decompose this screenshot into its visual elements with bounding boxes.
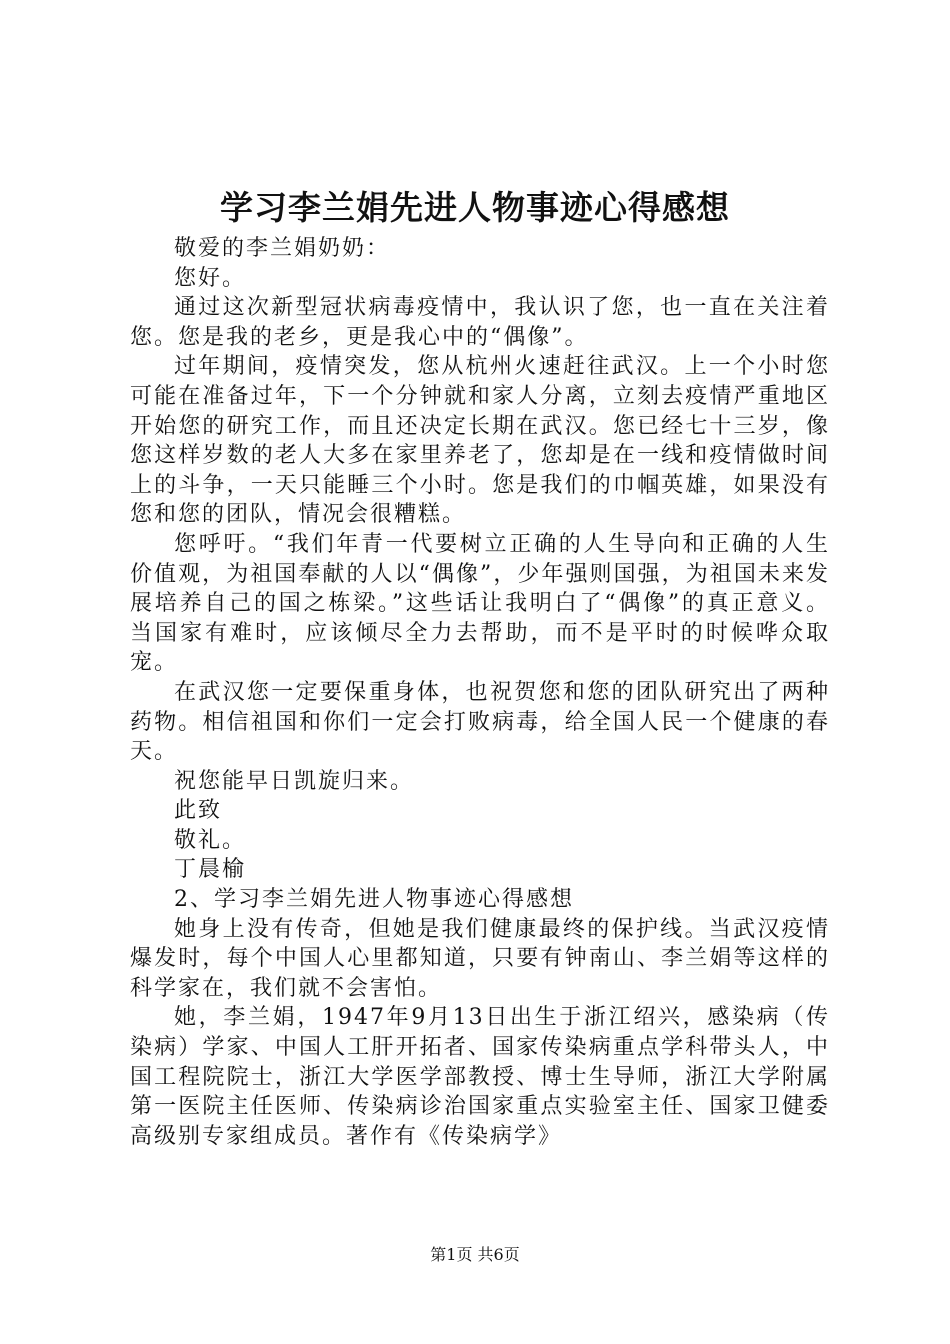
document-body (130, 234, 830, 1151)
greeting: 您好。 (174, 265, 247, 291)
page-number: 第1页 共6页 (430, 1245, 520, 1264)
body-paragraph: 她身上没有传奇，但她是我们健康最终的保护线。当武汉疫情爆发时，每个中国人心里都知道，只要有钟南山、李兰娟等这样的科学家在，我们就不会害怕。 (130, 916, 830, 1001)
body-paragraph: 过年期间，疫情突发，您从杭州火速赶往武汉。上一个小时您可能在准备过年，下一个分钟就和家人分离，立刻去疫情严重地区开始您的研究工作，而且还决定长期在武汉。您已经七十三岁，像您这样岁数的老人大多在家里养老了，您却是在一线和疫情做时间上的斗争，一天只能睡三个小时。您是我们的巾帼英雄，如果没有您和您的团队，情况会很糟糕。 (130, 354, 830, 528)
body-paragraph: 您呼吁。“我们年青一代要树立正确的人生导向和正确的人生价值观，为祖国奉献的人以“偶像”，少年强则国强，为祖国未来发展培养自己的国之栋梁。”这些话让我明白了“偶像”的真正意义。当国家有难时，应该倾尽全力去帮助，而不是平时的时候哗众取宠。 (130, 531, 830, 676)
body-paragraph: 通过这次新型冠状病毒疫情中，我认识了您，也一直在关注着您。您是我的老乡，更是我心中的“偶像”。 (130, 295, 830, 350)
author-signature: 丁晨榆 (174, 857, 247, 883)
body-paragraph: 在武汉您一定要保重身体，也祝贺您和您的团队研究出了两种药物。相信祖国和你们一定会打败病毒，给全国人民一个健康的春天。 (130, 679, 830, 765)
section-heading: 2、学习李兰娟先进人物事迹心得感想 (174, 887, 574, 913)
salutation: 敬爱的李兰娟奶奶： (174, 236, 391, 261)
closing-line: 此致 (174, 798, 223, 824)
body-paragraph: 她，李兰娟，1947年9月13日出生于浙江绍兴，感染病（传染病）学家、中国人工肝开拓者、国家传染病重点学科带头人，中国工程院院士，浙江大学医学部教授、博士生导师，浙江大学附属第一医院主任医师、传染病诊治国家重点实验室主任、国家卫健委高级别专家组成员。著作有《传染病学》 (130, 1005, 830, 1149)
closing-wish: 祝您能早日凯旋归来。 (174, 768, 415, 794)
document-title: 学习李兰娟先进人物事迹心得感想 (220, 188, 730, 227)
closing-salute: 敬礼。 (174, 827, 247, 853)
